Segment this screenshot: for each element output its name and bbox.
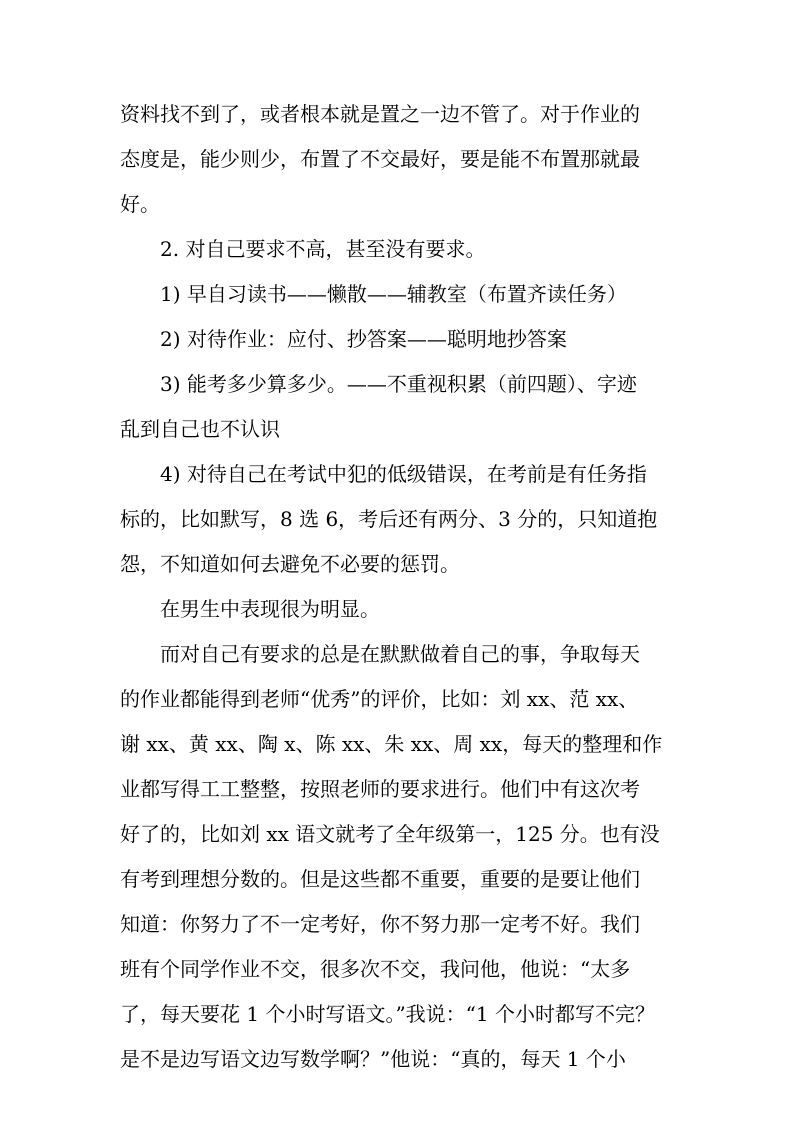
text-line: 2. 对自己要求不高，甚至没有要求。 (160, 237, 486, 261)
paragraph (120, 587, 680, 632)
document-body (120, 92, 680, 1082)
text-line: 标的，比如默写，8 选 6，考后还有两分、3 分的，只知道抱 (120, 507, 658, 531)
text-line: 态度是，能少则少，布置了不交最好，要是能不布置那就最 (120, 147, 640, 171)
text-line: 好。 (120, 192, 160, 216)
text-line: 怨，不知道如何去避免不必要的惩罚。 (120, 552, 460, 576)
text-line: 是不是边写语文边写数学啊？”他说：“真的，每天 1 个小 (120, 1047, 626, 1071)
text-line: 有考到理想分数的。但是这些都不重要，重要的是要让他们 (120, 867, 640, 891)
text-line: 3) 能考多少算多少。——不重视积累（前四题）、字迹 (160, 372, 637, 396)
paragraph (120, 272, 680, 317)
text-line: 知道：你努力了不一定考好，你不努力那一定考不好。我们 (120, 912, 640, 936)
text-line: 1) 早自习读书——懒散——辅教室（布置齐读任务） (160, 282, 627, 306)
text-line: 在男生中表现很为明显。 (160, 597, 380, 621)
paragraph (120, 362, 680, 452)
text-line: 资料找不到了，或者根本就是置之一边不管了。对于作业的 (120, 102, 640, 126)
text-line: 4) 对待自己在考试中犯的低级错误，在考前是有任务指 (160, 462, 647, 486)
text-line: 谢 xx、黄 xx、陶 x、陈 xx、朱 xx、周 xx，每天的整理和作 (120, 732, 663, 756)
text-line: 班有个同学作业不交，很多次不交，我问他，他说：“太多 (120, 957, 631, 981)
paragraph (120, 227, 680, 272)
paragraph (120, 632, 680, 1082)
paragraph (120, 317, 680, 362)
text-line: 乱到自己也不认识 (120, 417, 280, 441)
text-line: 而对自己有要求的总是在默默做着自己的事，争取每天 (160, 642, 640, 666)
paragraph (120, 92, 680, 227)
text-line: 了，每天要花 1 个小时写语文。”我说：“1 个小时都写不完？ (120, 1002, 655, 1026)
text-line: 2) 对待作业：应付、抄答案——聪明地抄答案 (160, 327, 567, 351)
text-line: 好了的，比如刘 xx 语文就考了全年级第一，125 分。也有没 (120, 822, 660, 846)
paragraph (120, 452, 680, 587)
text-line: 业都写得工工整整，按照老师的要求进行。他们中有这次考 (120, 777, 640, 801)
text-line: 的作业都能得到老师“优秀”的评价，比如：刘 xx、范 xx、 (120, 687, 639, 711)
